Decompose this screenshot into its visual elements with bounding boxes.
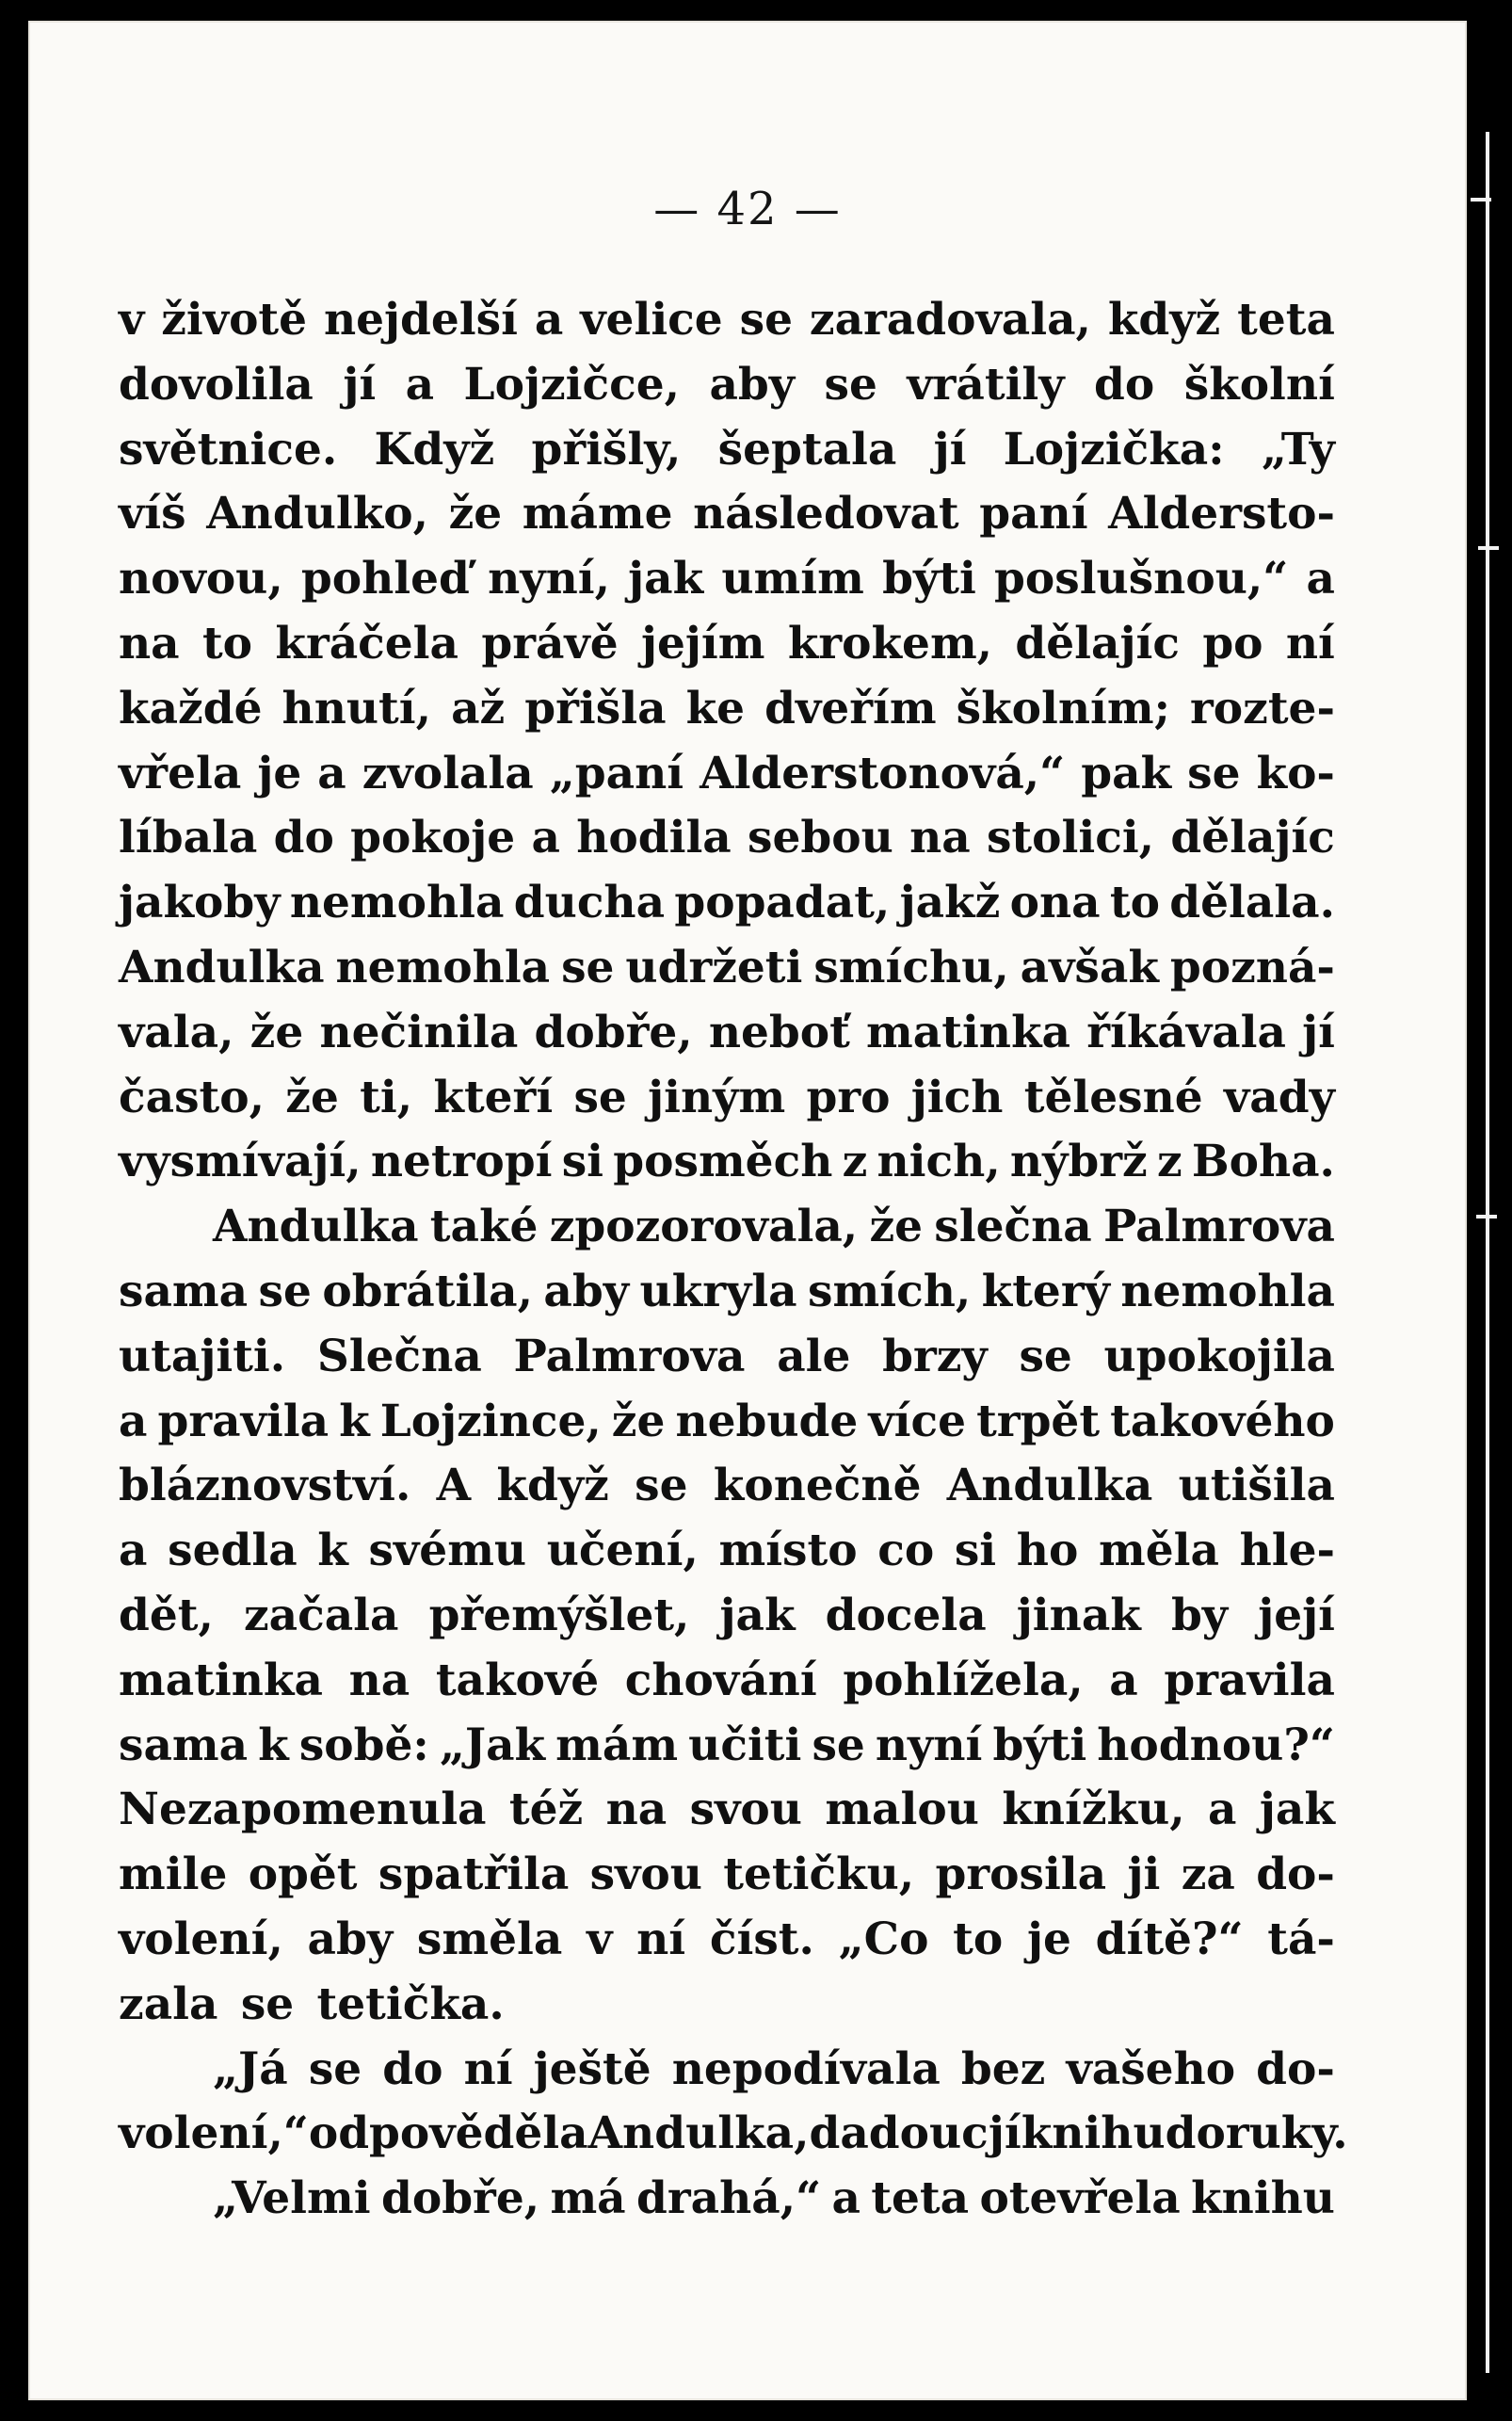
word: též [508, 1783, 584, 1836]
text-line [119, 482, 1335, 547]
word: zpozorovala, [549, 1201, 859, 1253]
word: vašeho [1066, 2042, 1236, 2095]
word: dělala. [1169, 877, 1335, 929]
word: bláznovství. [119, 1460, 411, 1512]
word: ještě [533, 2042, 651, 2095]
word: to [1109, 877, 1160, 929]
word: k [317, 1525, 348, 1577]
text-line [119, 1714, 1335, 1779]
word: dadouc [809, 2107, 989, 2160]
word: dět, [119, 1589, 214, 1641]
word: že [249, 1006, 304, 1058]
word: v [119, 294, 145, 346]
word: směla [416, 1913, 563, 1965]
word: se [308, 2042, 362, 2095]
text-line [119, 871, 1335, 936]
text-line [119, 1778, 1335, 1843]
word: více [868, 1395, 967, 1447]
word: měla [1098, 1525, 1219, 1577]
word: z [842, 1136, 868, 1188]
word: v [587, 1913, 613, 1965]
word: nemohla [289, 877, 505, 929]
text-line: zala se tetička. [119, 1977, 505, 2030]
text-line [119, 1908, 1335, 1973]
word: takové [435, 1654, 600, 1706]
word: býti [882, 553, 976, 605]
word: upokojila [1103, 1330, 1335, 1382]
word: spatřila [378, 1848, 570, 1901]
word: odpověděla [308, 2107, 588, 2160]
word: Palmrova [1103, 1201, 1335, 1253]
word: poslušnou,“ [994, 553, 1289, 605]
text-line [119, 677, 1335, 742]
word: bez [960, 2042, 1046, 2095]
word: nebude [675, 1395, 859, 1447]
word: po [1202, 617, 1263, 670]
word: ho [1016, 1525, 1079, 1577]
word: pravila [157, 1395, 330, 1447]
text-line [119, 1584, 1335, 1649]
word: dobře, [534, 1006, 693, 1058]
word: se [573, 1071, 627, 1123]
word: utajiti. [119, 1330, 286, 1382]
word: netropí [370, 1136, 553, 1188]
word: Nezapomenula [119, 1783, 487, 1836]
word: avšak [1020, 941, 1159, 993]
adjacent-page-edge [1486, 132, 1489, 2373]
word: tetičku, [723, 1848, 915, 1901]
word: ní [463, 2042, 513, 2095]
text-line [119, 1519, 1335, 1584]
word: aby [709, 358, 796, 411]
word: přemýšlet, [428, 1589, 690, 1641]
word: který [981, 1265, 1110, 1317]
word: obrátila, [322, 1265, 533, 1317]
text-line [119, 1454, 1335, 1519]
word: mám [555, 1719, 679, 1771]
word: a [1208, 1783, 1237, 1836]
word: sama [119, 1265, 249, 1317]
word: se [635, 1460, 688, 1512]
word: to [953, 1913, 1004, 1965]
word: mile [119, 1848, 228, 1901]
text-line [119, 1001, 1335, 1066]
word: „Jak [439, 1719, 546, 1771]
word: malou [825, 1783, 979, 1836]
word: a [119, 1395, 148, 1447]
word: její [1258, 1589, 1335, 1641]
text-line [119, 1649, 1335, 1714]
text-line [119, 2038, 1335, 2103]
word: jí [933, 423, 967, 476]
word: by [1170, 1589, 1229, 1641]
word: volení, [119, 1913, 283, 1965]
text-line [119, 1390, 1335, 1455]
word: jak [1259, 1783, 1335, 1836]
word: dovolila [119, 358, 314, 411]
word: jí [343, 358, 377, 411]
word: z [1156, 1136, 1182, 1188]
word: ukryla [639, 1265, 797, 1317]
word: aby [543, 1265, 630, 1317]
word: teta [871, 2172, 970, 2225]
word: ruky. [1225, 2107, 1348, 2160]
word: k [339, 1395, 370, 1447]
word: do [273, 812, 334, 864]
word: smíchu, [813, 941, 1009, 993]
word: pak [1081, 747, 1172, 799]
word: se [1187, 747, 1241, 799]
word: do- [1256, 2042, 1335, 2095]
word: že [285, 1071, 339, 1123]
text-line [119, 1066, 1335, 1131]
word: Lojzička: [1003, 423, 1225, 476]
scan-border [1467, 0, 1512, 2421]
word: pokoje [350, 812, 516, 864]
word: až [451, 682, 506, 734]
word: opět [248, 1848, 358, 1901]
word: sedla [168, 1525, 298, 1577]
word: hodnou?“ [1097, 1719, 1335, 1771]
word: zvolala [362, 747, 534, 799]
word: na [605, 1783, 668, 1836]
word: za [1181, 1848, 1235, 1901]
word: popadat, [674, 877, 891, 929]
word: svému [368, 1525, 527, 1577]
word: světnice. [119, 423, 338, 476]
word: líbala [119, 812, 258, 864]
word: přišla [524, 682, 667, 734]
word: rozte- [1190, 682, 1335, 734]
word: dělajíc [1170, 812, 1335, 864]
word: a [531, 812, 560, 864]
page-number: — 42 — [653, 183, 842, 235]
word: dělajíc [1015, 617, 1180, 670]
word: dobře, [380, 2172, 540, 2225]
word: hodila [576, 812, 732, 864]
word: nejdelší [323, 294, 518, 346]
page-body-text [119, 288, 1348, 2232]
word: volení,“ [119, 2107, 309, 2160]
word: na [348, 1654, 410, 1706]
word: jí [1302, 1006, 1335, 1058]
word: posměch [613, 1136, 833, 1188]
word: na [909, 812, 971, 864]
word: umím [721, 553, 864, 605]
word: svou [589, 1848, 702, 1901]
word: každé [119, 682, 263, 734]
word: dveřím [764, 682, 937, 734]
text-line [119, 1130, 1335, 1195]
word: jejím [640, 617, 765, 670]
word: a [1306, 553, 1335, 605]
word: trpět [976, 1395, 1101, 1447]
word: ti, [360, 1071, 413, 1123]
edge-mark [1471, 198, 1491, 202]
word: je [1026, 1913, 1071, 1965]
text-line [119, 612, 1335, 677]
word: paní [979, 488, 1088, 541]
text-line [119, 1325, 1335, 1390]
word: na [119, 617, 180, 670]
word: co [877, 1525, 935, 1577]
text-line [119, 353, 1335, 418]
word: Andulka, [587, 2107, 810, 2160]
word: stolici, [986, 812, 1155, 864]
word: ní [636, 1913, 686, 1965]
edge-mark [1478, 546, 1499, 550]
word: hle- [1239, 1525, 1335, 1577]
word: Boha. [1191, 1136, 1335, 1188]
word: docela [825, 1589, 987, 1641]
word: tá- [1267, 1913, 1335, 1965]
word: slečna [934, 1201, 1092, 1253]
word: a [1109, 1654, 1138, 1706]
word: nýbrž [1009, 1136, 1148, 1188]
text-line [119, 547, 1335, 612]
word: jinak [1016, 1589, 1141, 1641]
word: chování [624, 1654, 817, 1706]
text-line [119, 418, 1335, 483]
word: Andulko, [206, 488, 428, 541]
text-line [119, 1843, 1335, 1908]
word: jak [628, 553, 704, 605]
word: Aldersto- [1108, 488, 1335, 541]
word: životě [161, 294, 308, 346]
text-line [119, 2102, 1348, 2167]
word: kteří [433, 1071, 554, 1123]
word: často, [119, 1071, 265, 1123]
word: je [257, 747, 302, 799]
word: drahá,“ [636, 2172, 822, 2225]
word: také [429, 1201, 539, 1253]
word: aby [307, 1913, 394, 1965]
word: vady [1223, 1071, 1335, 1123]
word: do [1165, 2107, 1226, 2160]
word: k [258, 1719, 289, 1771]
text-line [119, 936, 1335, 1001]
word: a [831, 2172, 861, 2225]
text-line [119, 1260, 1335, 1325]
word: jí [988, 2107, 1021, 2160]
word: knížku, [1002, 1783, 1185, 1836]
word: „Velmi [213, 2172, 371, 2225]
word: si [954, 1525, 997, 1577]
word: Andulka [213, 1201, 419, 1253]
word: novou, [119, 553, 283, 605]
word: dítě?“ [1095, 1913, 1244, 1965]
word: se [824, 358, 877, 411]
book-page [28, 21, 1467, 2400]
word: knihu [1021, 2107, 1166, 2160]
word: jich [910, 1071, 1004, 1123]
word: smích, [808, 1265, 972, 1317]
word: učiti [688, 1719, 802, 1771]
word: A [436, 1460, 472, 1512]
word: máme [522, 488, 673, 541]
word: neboť [708, 1006, 850, 1058]
word: ale [777, 1330, 851, 1382]
word: vřela [119, 747, 242, 799]
word: Alderstonová,“ [700, 747, 1066, 799]
text-line [119, 806, 1335, 871]
word: nemohla [335, 941, 551, 993]
word: učení, [546, 1525, 699, 1577]
word: Slečna [316, 1330, 482, 1382]
word: otevřela [979, 2172, 1181, 2225]
word: vala, [119, 1006, 234, 1058]
word: přišly, [531, 423, 682, 476]
word: má [550, 2172, 626, 2225]
word: konečně [713, 1460, 922, 1512]
word: pro [806, 1071, 891, 1123]
word: Když [374, 423, 495, 476]
word: víš [119, 488, 186, 541]
text-line [119, 1195, 1335, 1260]
word: „Já [213, 2042, 288, 2095]
word: jakž [899, 877, 1001, 929]
word: nyní [875, 1719, 983, 1771]
word: pohleď [300, 553, 470, 605]
word: číst. [709, 1913, 814, 1965]
word: Lojzince, [379, 1395, 602, 1447]
word: udržeti [625, 941, 803, 993]
word: když [1107, 294, 1221, 346]
word: nečinila [319, 1006, 519, 1058]
text-line [119, 288, 1335, 353]
word: školním; [956, 682, 1170, 734]
word: nich, [877, 1136, 1001, 1188]
word: pohlížela, [843, 1654, 1084, 1706]
word: sama [119, 1719, 249, 1771]
word: se [1019, 1330, 1072, 1382]
word: svou [689, 1783, 802, 1836]
word: vysmívají, [119, 1136, 362, 1188]
word: utišila [1178, 1460, 1335, 1512]
word: býti [992, 1719, 1087, 1771]
word: nepodívala [671, 2042, 941, 2095]
word: sobě: [298, 1719, 429, 1771]
word: ní [1285, 617, 1335, 670]
word: zaradovala, [809, 294, 1091, 346]
word: Palmrova [513, 1330, 746, 1382]
word: a [405, 358, 435, 411]
word: se [561, 941, 615, 993]
word: „paní [549, 747, 684, 799]
word: si [561, 1136, 604, 1188]
word: to [201, 617, 253, 670]
word: místo [718, 1525, 858, 1577]
word: krokem, [787, 617, 993, 670]
word: pozná- [1169, 941, 1335, 993]
word: Andulka [946, 1460, 1153, 1512]
word: vrátily [907, 358, 1065, 411]
word: a [317, 747, 346, 799]
word: se [258, 1265, 312, 1317]
word: Andulka [119, 941, 325, 993]
word: matinka [119, 1654, 323, 1706]
word: do [1094, 358, 1155, 411]
word: kráčela [275, 617, 458, 670]
word: pravila [1164, 1654, 1335, 1706]
word: prosila [935, 1848, 1107, 1901]
word: ke [685, 682, 746, 734]
word: hnutí, [281, 682, 431, 734]
word: že [448, 488, 503, 541]
word: se [739, 294, 793, 346]
word: šeptala [717, 423, 897, 476]
word: ji [1127, 1848, 1161, 1901]
word: Lojzičce, [463, 358, 680, 411]
word: tělesné [1023, 1071, 1203, 1123]
word: školní [1183, 358, 1335, 411]
word: teta [1237, 294, 1335, 346]
edge-mark [1476, 1215, 1497, 1219]
text-line [119, 2167, 1335, 2232]
word: velice [580, 294, 723, 346]
word: matinka [866, 1006, 1070, 1058]
word: následovat [693, 488, 959, 541]
word: se [812, 1719, 865, 1771]
word: „Co [838, 1913, 929, 1965]
word: ducha [513, 877, 666, 929]
word: říkávala [1086, 1006, 1286, 1058]
word: do- [1256, 1848, 1335, 1901]
word: ona [1009, 877, 1101, 929]
word: takového [1110, 1395, 1335, 1447]
word: začala [243, 1589, 399, 1641]
word: jak [719, 1589, 796, 1641]
word: brzy [882, 1330, 988, 1382]
word: sebou [748, 812, 893, 864]
word: jiným [648, 1071, 786, 1123]
word: jakoby [119, 877, 281, 929]
word: že [611, 1395, 666, 1447]
word: že [869, 1201, 924, 1253]
word: nyní, [488, 553, 610, 605]
word: a [534, 294, 564, 346]
word: ko- [1256, 747, 1335, 799]
text-line [119, 742, 1335, 807]
word: knihu [1191, 2172, 1335, 2225]
word: a [119, 1525, 148, 1577]
word: nemohla [1120, 1265, 1335, 1317]
word: „Ty [1261, 423, 1335, 476]
word: do [382, 2042, 443, 2095]
word: právě [481, 617, 619, 670]
word: když [496, 1460, 609, 1512]
